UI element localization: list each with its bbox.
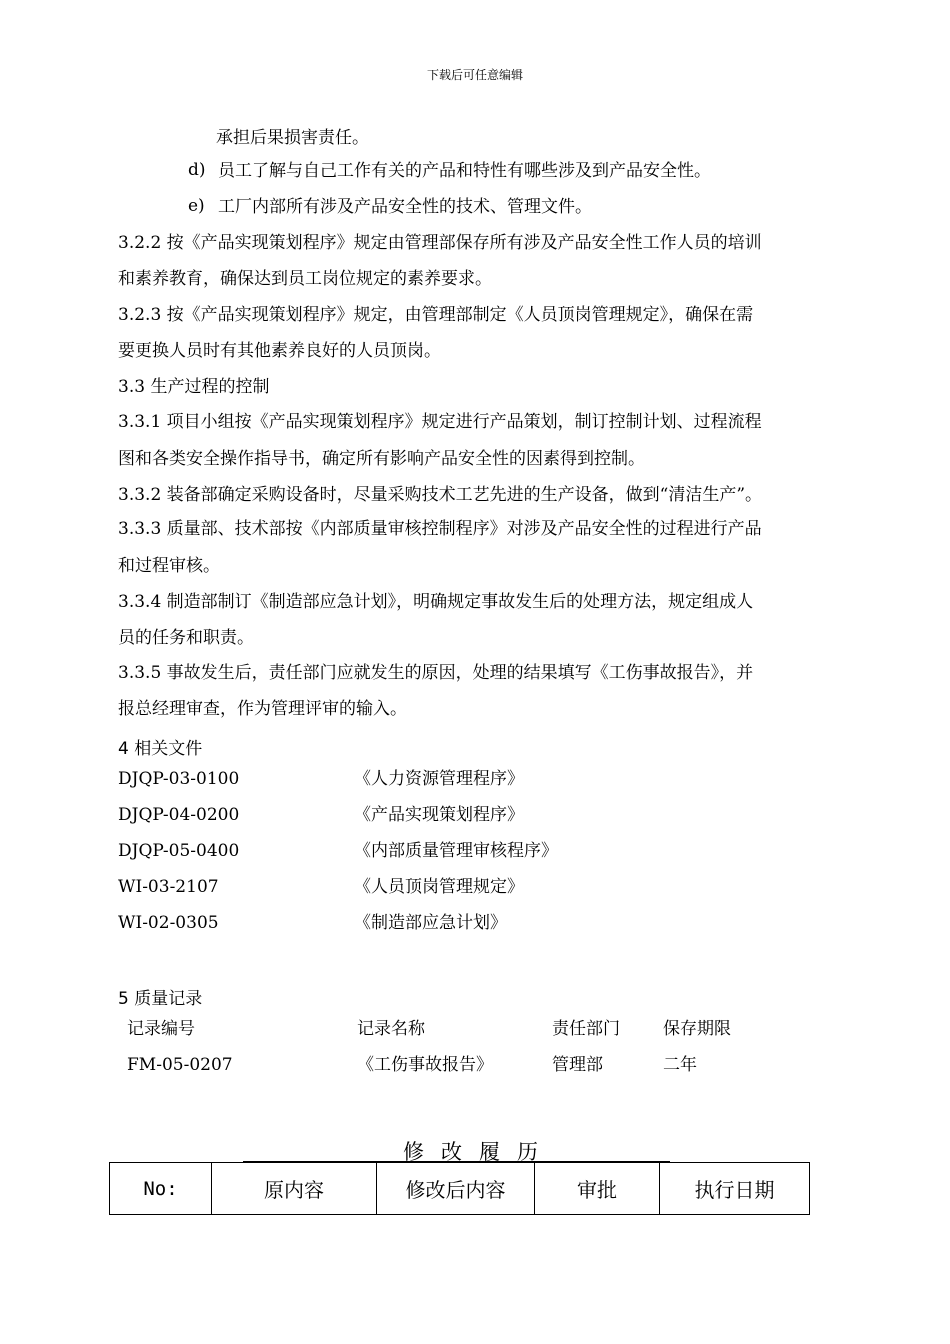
doc-code: DJQP-03-0100 bbox=[118, 769, 240, 789]
quality-records-heading: 5 质量记录 bbox=[118, 989, 203, 1009]
paragraph-line: 要更换人员时有其他素养良好的人员顶岗。 bbox=[118, 341, 441, 361]
revision-col-header: 原内容 bbox=[212, 1163, 377, 1215]
doc-code: DJQP-04-0200 bbox=[118, 805, 240, 825]
paragraph-line: 图和各类安全操作指导书，确定所有影响产品安全性的因素得到控制。 bbox=[118, 449, 645, 469]
revision-col-header: 审批 bbox=[535, 1163, 660, 1215]
paragraph-line: 3.3.1 项目小组按《产品实现策划程序》规定进行产品策划，制订控制计划、过程流程 bbox=[118, 412, 762, 432]
list-continuation: 承担后果损害责任。 bbox=[216, 128, 369, 148]
records-col-header: 责任部门 bbox=[552, 1019, 620, 1039]
paragraph-line: 3.3.3 质量部、技术部按《内部质量审核控制程序》对涉及产品安全性的过程进行产品 bbox=[118, 519, 762, 539]
records-cell: 《工伤事故报告》 bbox=[357, 1055, 493, 1075]
doc-code: WI-03-2107 bbox=[118, 877, 219, 897]
records-cell: FM-05-0207 bbox=[127, 1055, 233, 1075]
doc-name: 《产品实现策划程序》 bbox=[354, 805, 524, 825]
doc-code: WI-02-0305 bbox=[118, 913, 219, 933]
table-row bbox=[110, 1163, 810, 1215]
page-header: 下载后可任意编辑 bbox=[426, 68, 523, 82]
paragraph-line: 3.3.4 制造部制订《制造部应急计划》，明确规定事故发生后的处理方法，规定组成人 bbox=[118, 592, 754, 612]
doc-name: 《内部质量管理审核程序》 bbox=[354, 841, 558, 861]
paragraph-line: 3.3.2 装备部确定采购设备时，尽量采购技术工艺先进的生产设备，做到“清洁生产”。 bbox=[118, 485, 763, 505]
records-cell: 管理部 bbox=[552, 1055, 603, 1075]
revision-col-header: No: bbox=[110, 1163, 212, 1215]
records-col-header: 记录名称 bbox=[357, 1019, 425, 1039]
doc-name: 《制造部应急计划》 bbox=[354, 913, 507, 933]
records-col-header: 保存期限 bbox=[663, 1019, 731, 1039]
related-docs-heading: 4 相关文件 bbox=[118, 739, 203, 759]
list-item-label: e) bbox=[188, 196, 205, 216]
paragraph-line: 3.2.2 按《产品实现策划程序》规定由管理部保存所有涉及产品安全性工作人员的培训 bbox=[118, 233, 762, 253]
list-item-text: 工厂内部所有涉及产品安全性的技术、管理文件。 bbox=[218, 197, 592, 217]
records-col-header: 记录编号 bbox=[127, 1019, 195, 1039]
doc-name: 《人员顶岗管理规定》 bbox=[354, 877, 524, 897]
records-cell: 二年 bbox=[663, 1055, 697, 1075]
paragraph-line: 3.2.3 按《产品实现策划程序》规定，由管理部制定《人员顶岗管理规定》，确保在需 bbox=[118, 305, 754, 325]
revision-col-header: 修改后内容 bbox=[377, 1163, 535, 1215]
list-item-label: d) bbox=[188, 160, 206, 180]
paragraph-line: 员的任务和职责。 bbox=[118, 628, 254, 648]
paragraph-line: 和素养教育，确保达到员工岗位规定的素养要求。 bbox=[118, 269, 492, 289]
revision-col-header: 执行日期 bbox=[660, 1163, 810, 1215]
paragraph-line: 3.3.5 事故发生后，责任部门应就发生的原因，处理的结果填写《工伤事故报告》，并 bbox=[118, 663, 754, 683]
revision-history-table bbox=[109, 1162, 810, 1215]
list-item-text: 员工了解与自己工作有关的产品和特性有哪些涉及到产品安全性。 bbox=[218, 161, 711, 181]
doc-code: DJQP-05-0400 bbox=[118, 841, 240, 861]
paragraph-line: 报总经理审查，作为管理评审的输入。 bbox=[118, 699, 407, 719]
section-heading: 3.3 生产过程的控制 bbox=[118, 377, 270, 397]
paragraph-line: 和过程审核。 bbox=[118, 556, 220, 576]
revision-history-title: 修改履历 bbox=[403, 1140, 555, 1164]
doc-name: 《人力资源管理程序》 bbox=[354, 769, 524, 789]
